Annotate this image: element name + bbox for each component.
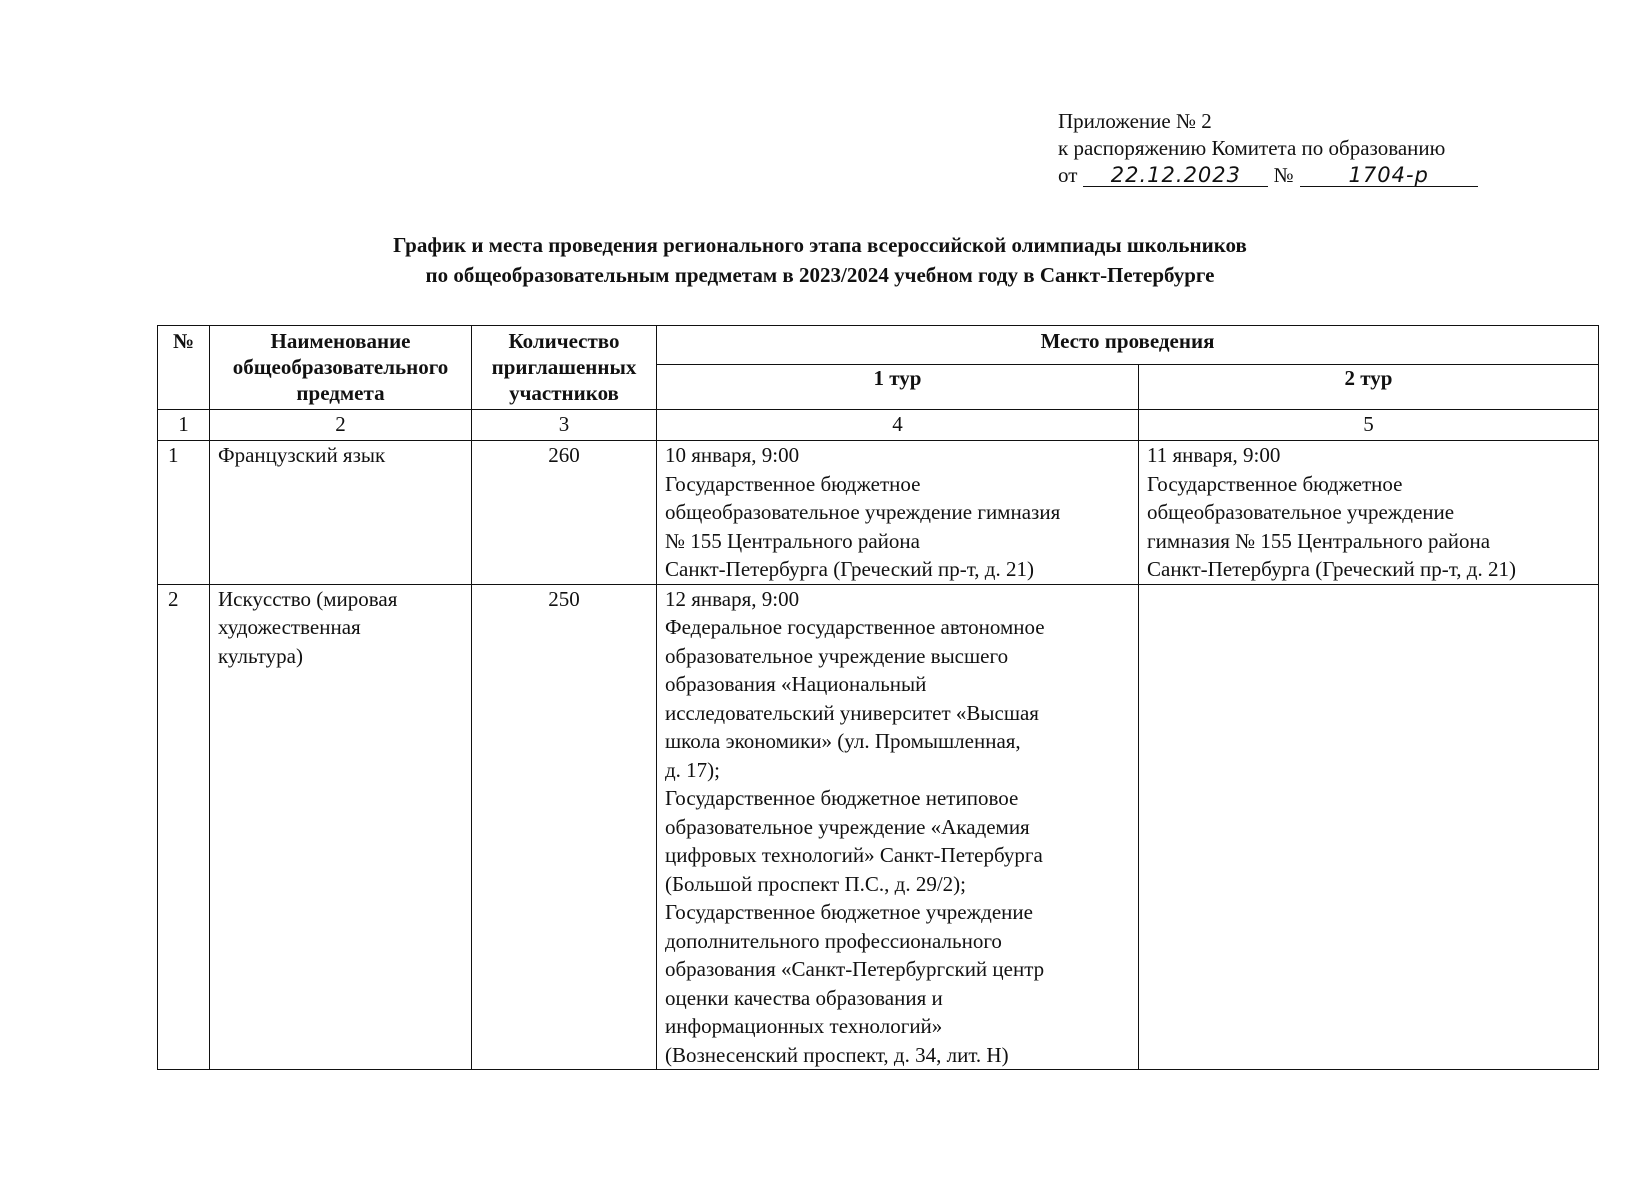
cell-line: культура) xyxy=(218,643,303,668)
cell-line: исследовательский университет «Высшая xyxy=(665,700,1039,725)
title-line1: График и места проведения регионального этапа всероссийской олимпиады школьников xyxy=(393,233,1247,257)
cell-count: 260 xyxy=(472,441,657,585)
header-row xyxy=(158,326,1599,365)
column-index-3: 3 xyxy=(472,410,657,441)
cell-line: 11 января, 9:00 xyxy=(1147,443,1281,467)
column-index-2: 2 xyxy=(210,410,472,441)
title-line2: по общеобразовательным предметам в 2023/2024 учебном году в Санкт-Петербурге xyxy=(425,263,1215,287)
table-row xyxy=(158,441,1599,585)
number-label: № xyxy=(1273,163,1294,187)
cell-line: школа экономики» (ул. Промышленная, xyxy=(665,729,1021,753)
column-index-5: 5 xyxy=(1139,410,1599,441)
cell-round2 xyxy=(1139,441,1599,585)
cell-subject xyxy=(210,584,472,1070)
cell-line: образования «Санкт-Петербургский центр xyxy=(665,957,1045,981)
cell-round1 xyxy=(657,441,1139,585)
cell-line: 10 января, 9:00 xyxy=(665,443,800,467)
cell-line: (Вознесенский проспект, д. 34, лит. Н) xyxy=(665,1042,1009,1067)
cell-line: 12 января, 9:00 xyxy=(665,586,800,611)
header-round1: 1 тур xyxy=(657,365,1139,410)
header-subject: Наименование общеобразовательного предмета xyxy=(210,326,472,410)
cell-subject: Французский язык xyxy=(210,441,472,585)
header-venue: Место проведения xyxy=(657,326,1599,365)
cell-line: Санкт-Петербурга (Греческий пр-т, д. 21) xyxy=(665,557,1034,581)
header-round2: 2 тур xyxy=(1139,365,1599,410)
cell-line: дополнительного профессионального xyxy=(665,928,1002,953)
cell-line: Искусство (мировая xyxy=(218,586,398,611)
column-index-row xyxy=(158,410,1599,441)
cell-line: образовательное учреждение «Академия xyxy=(665,814,1030,839)
cell-round1 xyxy=(657,584,1139,1070)
cell-line: Государственное бюджетное xyxy=(665,471,921,496)
appendix-block xyxy=(1058,108,1508,189)
cell-line: цифровых технологий» Санкт-Петербурга xyxy=(665,843,1043,867)
cell-line: гимназия № 155 Центрального района xyxy=(1147,528,1491,553)
cell-num: 1 xyxy=(158,441,210,585)
cell-line: общеобразовательное учреждение гимназия xyxy=(665,500,1061,524)
cell-line: образования «Национальный xyxy=(665,672,927,696)
cell-line: оценки качества образования и xyxy=(665,985,943,1010)
cell-line: общеобразовательное учреждение xyxy=(1147,500,1455,524)
cell-line: образовательное учреждение высшего xyxy=(665,643,1009,668)
cell-line: (Большой проспект П.С., д. 29/2); xyxy=(665,871,967,896)
cell-line: Государственное бюджетное нетиповое xyxy=(665,786,1019,810)
cell-line: д. 17); xyxy=(665,757,721,782)
olympiad-schedule-table xyxy=(157,325,1599,1070)
cell-round2 xyxy=(1139,584,1599,1070)
table-body xyxy=(158,441,1599,1070)
handwritten-number: 1704-р xyxy=(1300,164,1478,187)
cell-num: 2 xyxy=(158,584,210,1070)
cell-line: художественная xyxy=(218,615,361,639)
cell-line: № 155 Центрального района xyxy=(665,528,920,553)
cell-line: Государственное бюджетное xyxy=(1147,471,1403,496)
cell-count: 250 xyxy=(472,584,657,1070)
appendix-line1: Приложение № 2 xyxy=(1058,109,1212,133)
cell-line: Санкт-Петербурга (Греческий пр-т, д. 21) xyxy=(1147,557,1516,581)
cell-line: Государственное бюджетное учреждение xyxy=(665,900,1033,924)
appendix-line2: к распоряжению Комитета по образованию xyxy=(1058,136,1446,160)
header-num: № xyxy=(158,326,210,410)
table-row xyxy=(158,584,1599,1070)
header-count: Количество приглашенных участников xyxy=(472,326,657,410)
column-index-4: 4 xyxy=(657,410,1139,441)
handwritten-date: 22.12.2023 xyxy=(1083,164,1268,187)
cell-line: Федеральное государственное автономное xyxy=(665,615,1045,639)
column-index-1: 1 xyxy=(158,410,210,441)
document-title xyxy=(150,230,1490,290)
appendix-date-number xyxy=(1058,162,1508,189)
cell-line: информационных технологий» xyxy=(665,1014,943,1038)
from-label: от xyxy=(1058,163,1078,187)
